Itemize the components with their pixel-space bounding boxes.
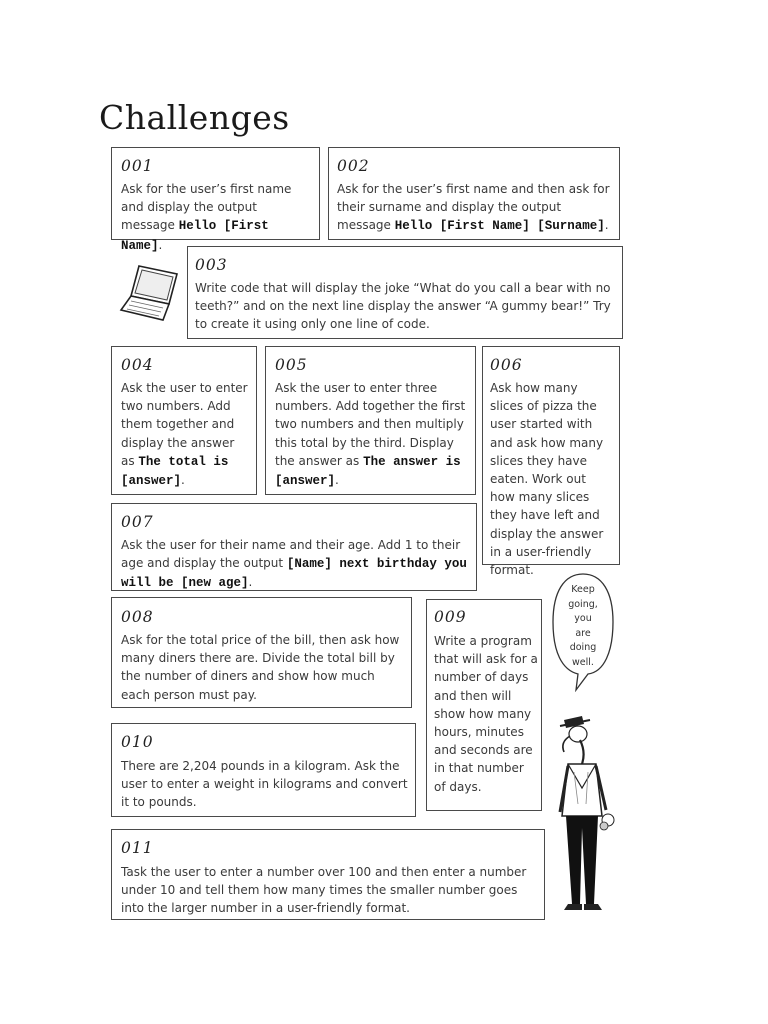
challenge-number: 010 — [121, 733, 154, 751]
code-snippet: [Name] next birthday you will be [new age] — [121, 557, 467, 591]
challenge-number: 009 — [434, 608, 467, 626]
challenge-text: Ask for the total price of the bill, then ask how many diners there are. Divide the total bill by the number of diners and show how much each person must pay. — [121, 633, 400, 702]
challenge-number: 011 — [121, 839, 154, 857]
challenge-text: There are 2,204 pounds in a kilogram. Ask the user to enter a weight in kilograms and convert it to pounds. — [121, 759, 408, 810]
challenge-text: Ask for the user’s first name and then ask for their surname and display the output message Hello [First Name] [Surname]. — [337, 182, 610, 234]
challenge-text: Write a program that will ask for a number of days and then will show how many hours, minutes and seconds are in that number of days. — [434, 634, 538, 794]
challenge-number: 004 — [121, 356, 154, 374]
challenge-text: Ask the user for their name and their age. Add 1 to their age and display the output [Name] next birthday you will be [new age]. — [121, 538, 467, 591]
challenge-number: 002 — [337, 157, 370, 175]
laptop-icon — [117, 260, 183, 326]
challenge-number: 005 — [275, 356, 308, 374]
page-title: Challenges — [99, 98, 290, 137]
challenge-number: 006 — [490, 356, 523, 374]
code-snippet: Hello [First Name] [Surname] — [394, 219, 605, 234]
challenge-text: Task the user to enter a number over 100 and then enter a number under 10 and tell them how many times the smaller number goes into the larger number in a user-friendly format. — [121, 865, 527, 916]
challenge-number: 003 — [195, 256, 228, 274]
challenge-text: Ask the user to enter two numbers. Add them together and display the answer as The total is [answer]. — [121, 381, 248, 489]
flamingo-gentleman-illustration — [552, 708, 622, 914]
challenge-text: Ask the user to enter three numbers. Add together the first two numbers and then multiply this total by the third. Display the answer as The answer is [answer]. — [275, 381, 466, 489]
challenge-number: 001 — [121, 157, 154, 175]
challenge-text: Ask how many slices of pizza the user started with and ask how many slices they have eaten. Work out how many slices they have left and display the answer in a user-friendly format. — [490, 381, 604, 578]
speech-bubble-text: Keep going, you are doing well. — [568, 584, 598, 668]
challenge-number: 007 — [121, 513, 154, 531]
code-snippet: Hello [First Name] — [121, 219, 269, 253]
challenge-text: Write code that will display the joke “What do you call a bear with no teeth?” and on the next line display the answer “A gummy bear!” Try to create it using only one line of code. — [195, 281, 611, 332]
challenge-text: Ask for the user’s first name and display the output message Hello [First Name]. — [121, 182, 292, 253]
code-snippet: The total is [answer] — [121, 454, 229, 489]
challenge-number: 008 — [121, 608, 154, 626]
code-snippet: The answer is [answer] — [275, 454, 461, 489]
